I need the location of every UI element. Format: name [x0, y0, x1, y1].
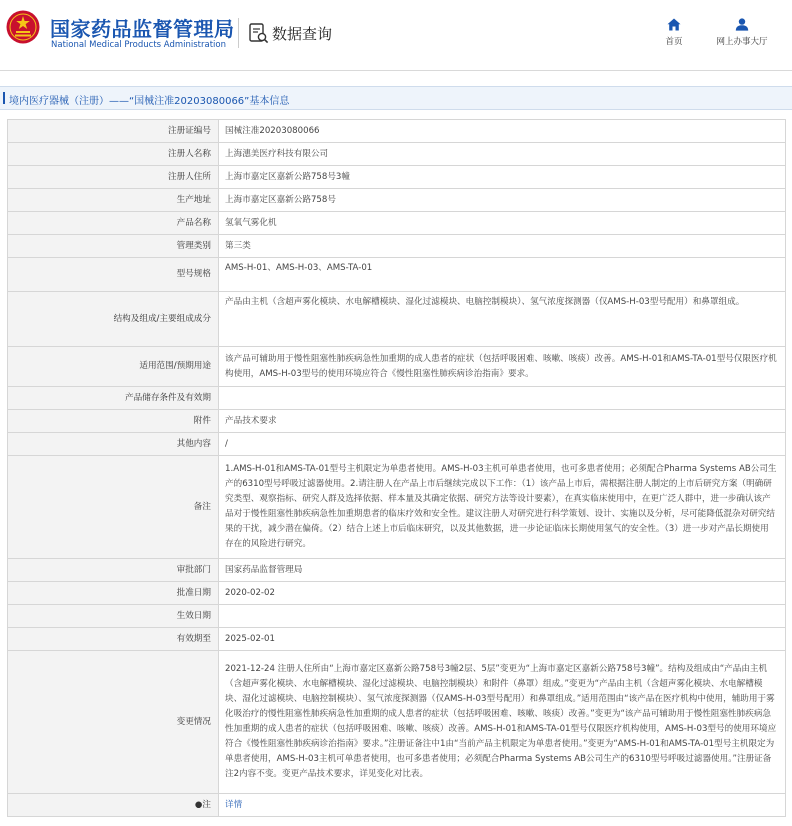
field-value: 上海市嘉定区嘉新公路758号 [219, 189, 786, 212]
field-label: 产品储存条件及有效期 [8, 387, 219, 410]
field-label: 其他内容 [8, 433, 219, 456]
table-row [8, 559, 786, 582]
table-row [8, 258, 786, 292]
agency-name-en: National Medical Products Administration [51, 40, 226, 50]
nav-home-link[interactable] [660, 18, 688, 47]
field-label: 变更情况 [8, 651, 219, 794]
field-value: / [219, 433, 786, 456]
field-label: 批准日期 [8, 582, 219, 605]
table-row [8, 605, 786, 628]
table-row [8, 387, 786, 410]
home-icon [667, 18, 681, 31]
header-divider [238, 18, 239, 48]
data-query-icon [249, 23, 269, 45]
table-row [8, 456, 786, 559]
field-label: 结构及组成/主要组成成分 [8, 292, 219, 347]
table-row [8, 651, 786, 794]
table-row [8, 582, 786, 605]
field-value: AMS-H-01、AMS-H-03、AMS-TA-01 [219, 258, 786, 292]
field-label: 生效日期 [8, 605, 219, 628]
field-label: 注册证编号 [8, 120, 219, 143]
field-value [219, 605, 786, 628]
breadcrumb-text: 境内医疗器械（注册）——“国械注准20203080066”基本信息 [9, 96, 290, 107]
table-row [8, 347, 786, 387]
table-row [8, 628, 786, 651]
field-label: 审批部门 [8, 559, 219, 582]
details-link[interactable]: 详情 [219, 794, 786, 817]
field-label: 有效期至 [8, 628, 219, 651]
user-icon [735, 18, 749, 31]
nav-online-office-label: 网上办事大厅 [716, 37, 768, 47]
field-label: 产品名称 [8, 212, 219, 235]
field-value: 国械注准20203080066 [219, 120, 786, 143]
field-label: 备注 [8, 456, 219, 559]
field-value: 氢氧气雾化机 [219, 212, 786, 235]
table-row [8, 794, 786, 817]
agency-name-cn[interactable]: 国家药品监督管理局 [50, 17, 235, 41]
field-label: 管理类别 [8, 235, 219, 258]
table-row [8, 292, 786, 347]
field-value: 2020-02-02 [219, 582, 786, 605]
header-separator [0, 70, 792, 71]
field-value: 第三类 [219, 235, 786, 258]
field-label: 生产地址 [8, 189, 219, 212]
field-label: ●注 [8, 794, 219, 817]
field-label: 附件 [8, 410, 219, 433]
site-header [0, 0, 792, 70]
field-value: 上海市嘉定区嘉新公路758号3幢 [219, 166, 786, 189]
field-value: 产品由主机（含超声雾化模块、水电解槽模块、湿化过滤模块、电脑控制模块）、氢气浓度探测器（仅AMS-H-03型号配用）和鼻罩组成。 [219, 292, 786, 347]
table-row [8, 212, 786, 235]
breadcrumb [0, 86, 792, 110]
field-label: 注册人住所 [8, 166, 219, 189]
table-row [8, 189, 786, 212]
field-value: 国家药品监督管理局 [219, 559, 786, 582]
table-row [8, 143, 786, 166]
field-value: 产品技术要求 [219, 410, 786, 433]
table-row [8, 166, 786, 189]
table-row [8, 235, 786, 258]
table-row [8, 120, 786, 143]
nav-online-office-link[interactable] [708, 18, 776, 47]
field-value: 2021-12-24 注册人住所由“上海市嘉定区嘉新公路758号3幢2层、5层”变更为“上海市嘉定区嘉新公路758号3幢”。结构及组成由“产品由主机（含超声雾化模块、水电解槽模块、湿化过滤模块、电脑控制模块）和附件（鼻罩）组成。”变更为“产品由主机（含超声雾化模块、水电解槽模块、湿化过滤模块、电脑控制模块）、氢气浓度探测器（仅AMS-H-03型号配用）和鼻罩组成。”适用范围由“该产品在医疗机构中使用，辅助用于雾化吸治疗的慢性阻塞性肺疾病急性加重期的成人患者的症状（包括呼吸困难、咳嗽、咳痰）改善。”变更为“该产品可辅助用于慢性阻塞性肺疾病急性加重期的成人患者的症状（包括呼吸困难、咳嗽、咳痰）改善。AMS-H-01和AMS-TA-01型号仅限医疗机构使用，AMS-H-03型号的使用环境应符合《慢性阻塞性肺疾病诊治指南》要求。”注册证备注中1由“当前产品主机限定为单患者使用。”变更为“AMS-H-01和AMS-TA-01型号主机限定为单患者使用，AMS-H-03主机可单患者使用，也可多患者使用；必须配合Pharma Systems AB公司生产的6310型号呼吸过滤器使用。”注册证备注2内容不变。变更产品技术要求，详见变化对比表。 [219, 651, 786, 794]
table-row [8, 410, 786, 433]
field-label: 型号规格 [8, 258, 219, 292]
field-value: 2025-02-01 [219, 628, 786, 651]
breadcrumb-marker [3, 92, 5, 104]
field-value: 该产品可辅助用于慢性阻塞性肺疾病急性加重期的成人患者的症状（包括呼吸困难、咳嗽、咳痰）改善。AMS-H-01和AMS-TA-01型号仅限医疗机构使用，AMS-H-03型号的使用环境应符合《慢性阻塞性肺疾病诊治指南》要求。 [219, 347, 786, 387]
nmpa-emblem-icon[interactable] [6, 10, 40, 44]
field-value: 1.AMS-H-01和AMS-TA-01型号主机限定为单患者使用。AMS-H-03主机可单患者使用，也可多患者使用；必须配合Pharma Systems AB公司生产的6310型号呼吸过滤器使用。2.请注册人在产品上市后继续完成以下工作：（1）该产品上市后，需根据注册人制定的上市后研究方案（明确研究类型、观察指标、研究人群及选择依据、样本量及其确定依据、研究方法等设计要素），在真实临床使用中，在更广泛人群中，进一步确认该产品对于慢性阻塞性肺疾病急性加重期患者的临床疗效和安全性。建议注册人对研究进行科学策划、设计、实施以及分析，尽可能降低混杂对研究结果的干扰，减少潜在偏倚。（2）结合上述上市后临床研究，以及其他数据，进一步论证临床长期使用氢气的安全性。（3）进一步对产品长期使用存在的风险进行研究。 [219, 456, 786, 559]
field-label: 适用范围/预期用途 [8, 347, 219, 387]
nav-home-label: 首页 [665, 37, 683, 47]
field-value: 上海潓美医疗科技有限公司 [219, 143, 786, 166]
device-info-table [7, 119, 786, 817]
field-value [219, 387, 786, 410]
field-label: 注册人名称 [8, 143, 219, 166]
page-section-title: 数据查询 [272, 25, 333, 43]
table-row [8, 433, 786, 456]
